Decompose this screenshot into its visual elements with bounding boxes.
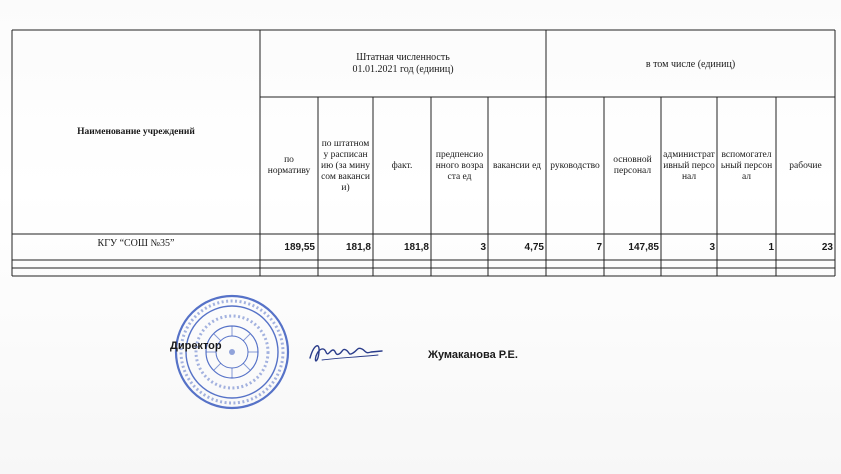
institution-column-header: Наименование учреждений bbox=[77, 126, 195, 137]
value-vacancies: 4,75 bbox=[524, 242, 544, 253]
value-workers: 23 bbox=[821, 242, 833, 253]
col-header-workers: рабочие bbox=[789, 160, 822, 171]
col-header-main-staff: основной персонал bbox=[613, 155, 652, 176]
value-staff-schedule: 181,8 bbox=[345, 242, 371, 253]
director-title: Директор bbox=[170, 340, 222, 352]
value-pre-retirement: 3 bbox=[480, 242, 486, 253]
value-actual: 181,8 bbox=[403, 242, 429, 253]
value-normative: 189,55 bbox=[284, 242, 315, 253]
value-main-staff: 147,85 bbox=[628, 242, 659, 253]
col-header-vacancies: вакансии ед bbox=[492, 160, 542, 171]
col-header-support-staff: вспомогательный персонал bbox=[720, 149, 773, 182]
col-header-staff-schedule: по штатному расписанию (за минусом вакансии) bbox=[321, 138, 370, 193]
row-institution-name: КГУ “СОШ №35” bbox=[97, 237, 175, 249]
col-header-actual: факт. bbox=[391, 160, 413, 171]
col-header-management: руководство bbox=[550, 160, 600, 171]
director-name: Жумаканова Р.Е. bbox=[428, 349, 518, 361]
col-header-normative: по нормативу bbox=[267, 155, 311, 176]
handwritten-signature-icon bbox=[308, 338, 384, 368]
official-stamp-icon bbox=[172, 292, 292, 412]
col-header-admin-staff: административный персонал bbox=[663, 149, 715, 182]
col-header-pre-retirement: предпенсионного возраста ед bbox=[435, 149, 484, 182]
staff-count-group-header: Штатная численность 01.01.2021 год (единиц) bbox=[352, 52, 454, 75]
value-management: 7 bbox=[596, 242, 602, 253]
value-support-staff: 1 bbox=[768, 242, 774, 253]
value-admin-staff: 3 bbox=[709, 242, 715, 253]
including-group-header: в том числе (единиц) bbox=[645, 58, 736, 70]
